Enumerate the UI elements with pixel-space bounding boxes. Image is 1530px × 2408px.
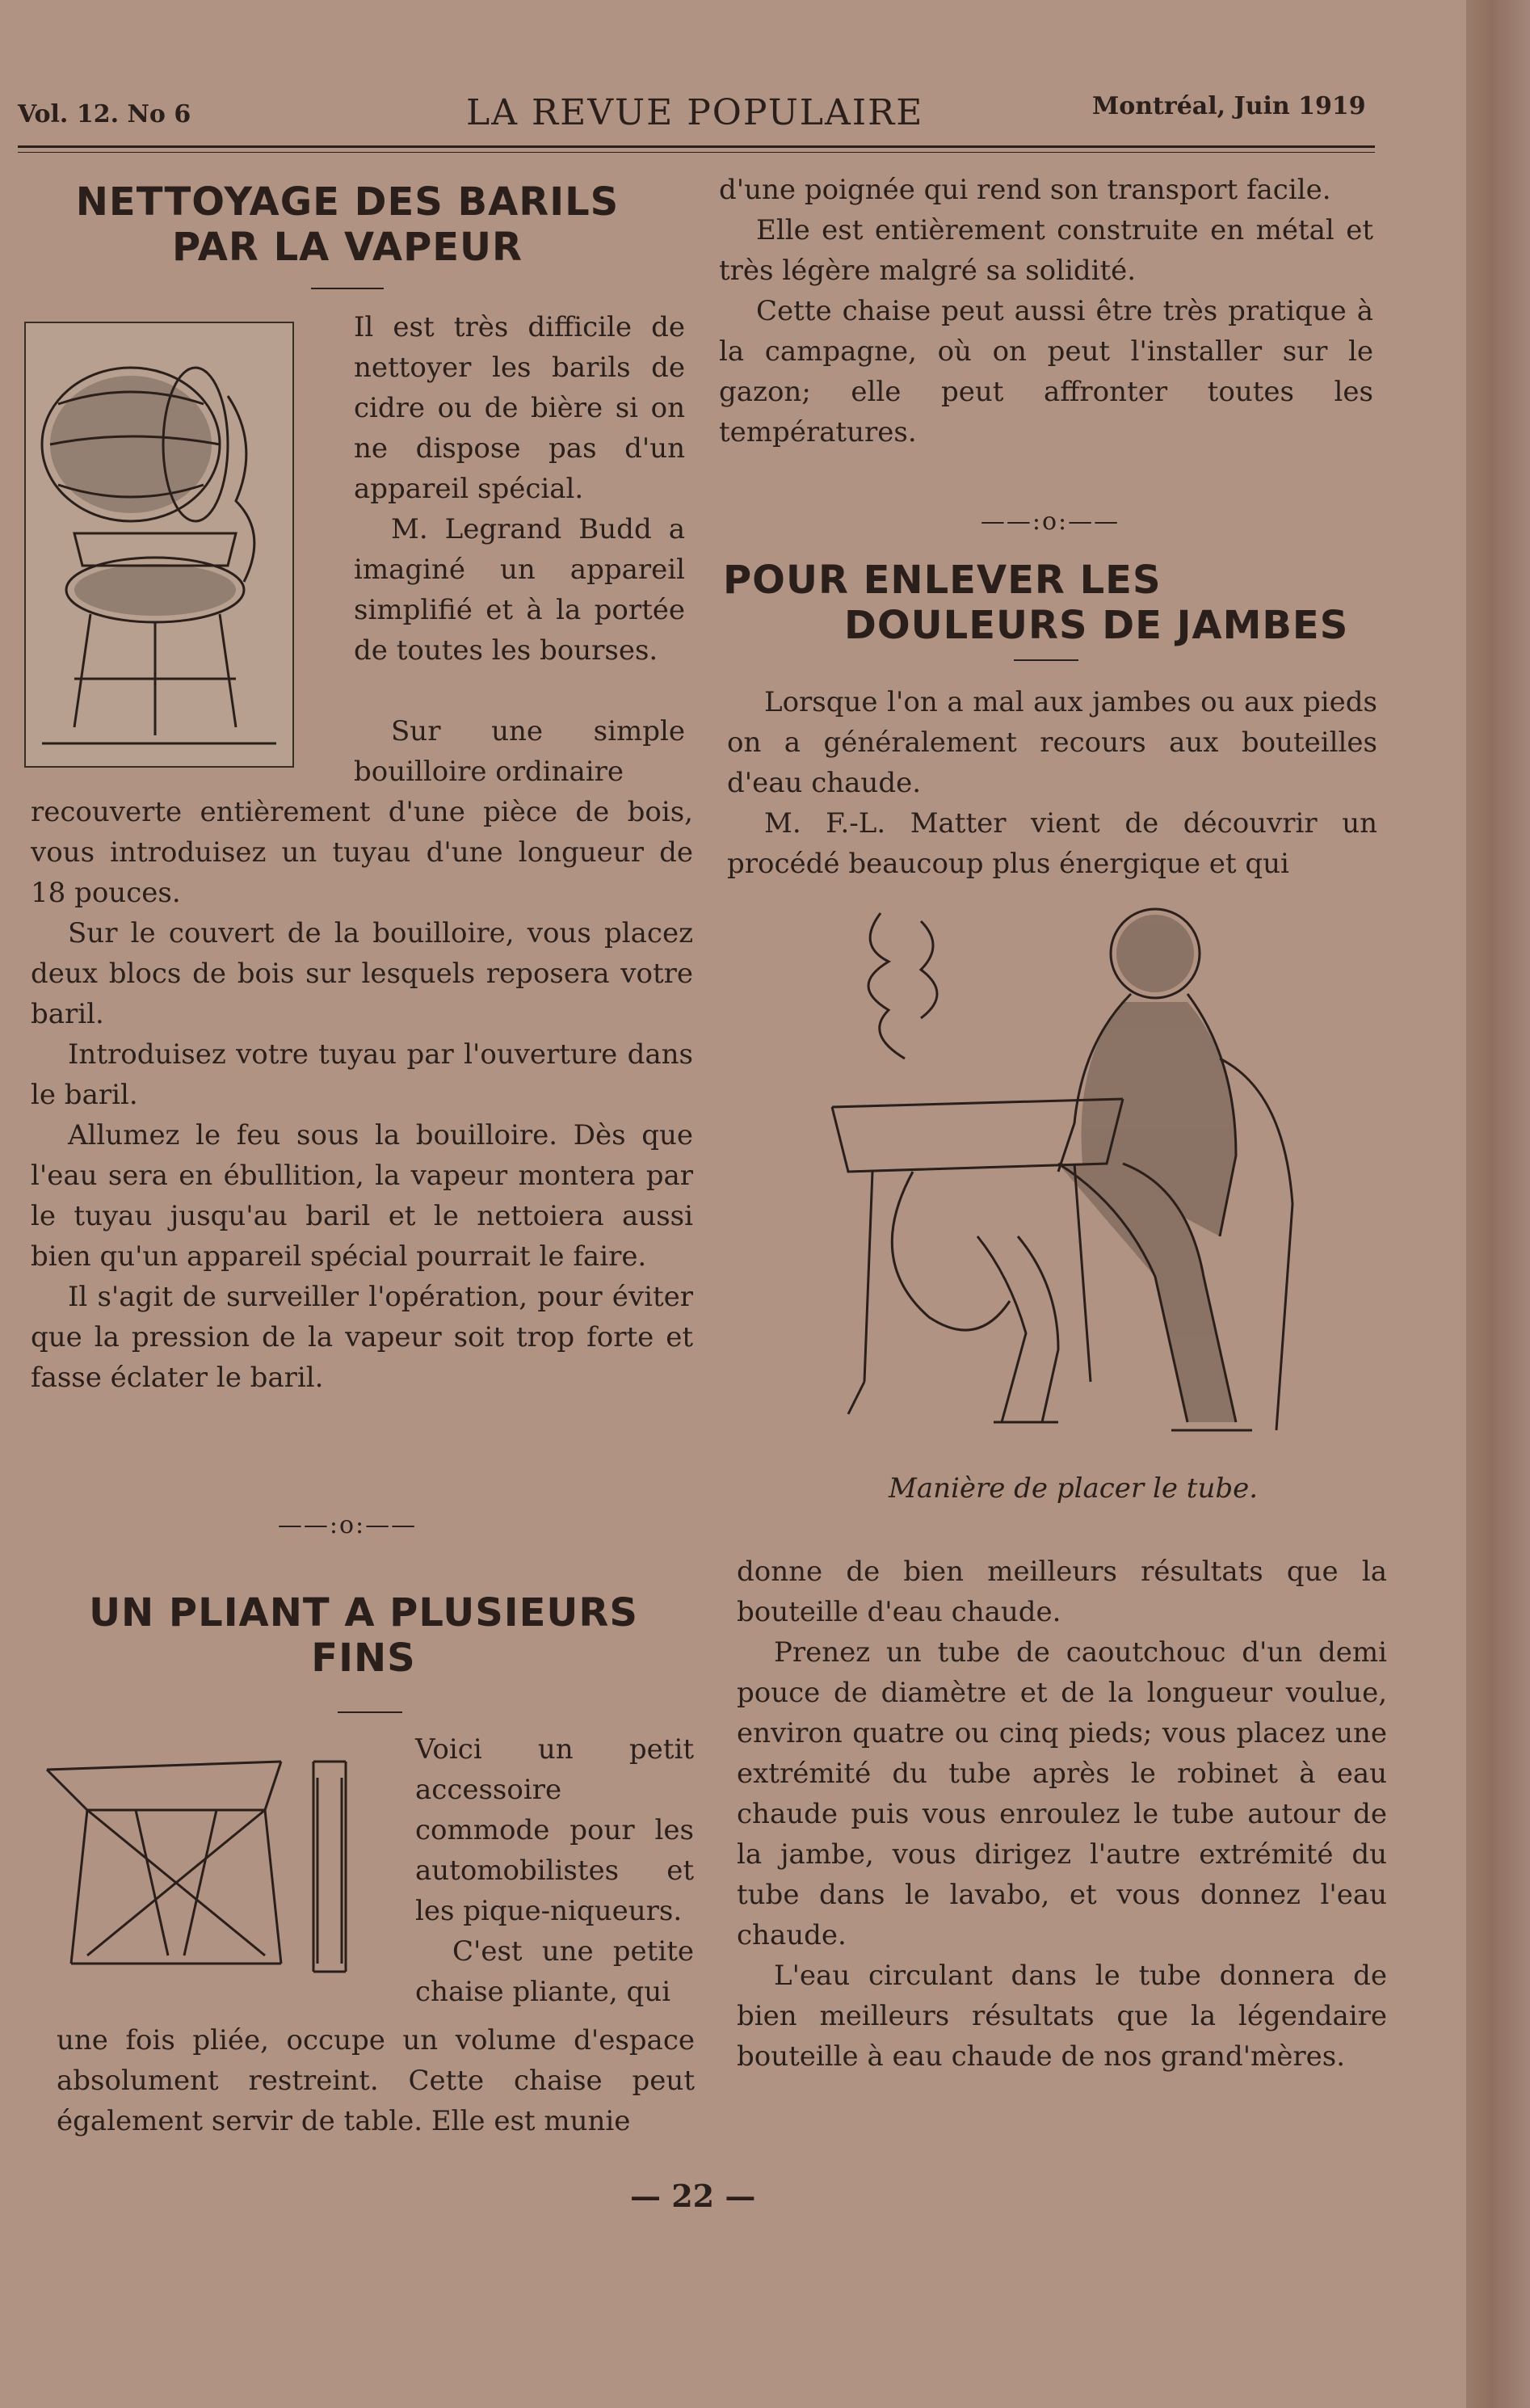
volume-number: Vol. 12. No 6 <box>18 100 191 128</box>
article3-rule <box>1014 659 1078 661</box>
article2-rule <box>338 1711 402 1713</box>
header-rule-thin <box>18 152 1375 153</box>
article2-paragraph-2-lead: C'est une petite chaise pliante, qui <box>415 1935 694 2008</box>
article3-paragraph-1: Lorsque l'on a mal aux jambes ou aux pieds on a généralement recours aux bouteilles d'eau chaude. <box>727 686 1377 799</box>
illustration-caption: Manière de placer le tube. <box>889 1472 1259 1505</box>
article1-headline <box>32 179 662 270</box>
article1-paragraph-2: M. Legrand Budd a imaginé un appareil simplifié et à la portée de toutes les bourses. <box>354 513 685 667</box>
article1-paragraph-7: Il s'agit de surveiller l'opération, pour éviter que la pression de la vapeur soit trop forte et fasse éclater le baril. <box>31 1281 693 1394</box>
article3-body <box>737 1551 1387 2077</box>
article1-paragraph-3-start <box>354 711 685 792</box>
article3-paragraph-4: Prenez un tube de caoutchouc d'un demi pouce de diamètre et de la longueur voulue, environ quatre ou cinq pieds; vous placez une extrémité du tube après le robinet à eau chaude puis vous enroulez le tube autour de la jambe, vous dirigez l'autre extrémité du tube dans le lavabo, et vous donnez l'eau chaude. <box>737 1636 1387 1951</box>
article1-paragraph-5: Introduisez votre tuyau par l'ouverture dans le baril. <box>31 1038 693 1111</box>
article2-paragraph-3: d'une poignée qui rend son transport facile. <box>719 174 1331 206</box>
article2-paragraph-4: Elle est entièrement construite en métal et très légère malgré sa solidité. <box>719 214 1373 287</box>
running-header <box>18 89 1375 137</box>
issue-date: Montréal, Juin 1919 <box>1092 92 1366 120</box>
article2-continued <box>719 170 1373 453</box>
article3-headline <box>723 558 1377 648</box>
article1-paragraph-6: Allumez le feu sous la bouilloire. Dès que l'eau sera en ébullition, la vapeur montera par le tuyau jusqu'au baril et le nettoiera aussi bien qu'un appareil spécial pourrait le faire. <box>31 1119 693 1273</box>
magazine-title: LA REVUE POPULAIRE <box>466 92 924 133</box>
article1-body <box>31 792 693 1398</box>
seated-man-illustration <box>816 897 1317 1463</box>
article1-paragraph-3-rest: recouverte entièrement d'une pièce de bois, vous introduisez un tuyau d'une longueur de 18 pouces. <box>31 796 693 909</box>
header-rule <box>18 145 1375 148</box>
article2-headline <box>48 1590 679 1681</box>
article1-rule <box>311 288 384 289</box>
barrel-steam-illustration <box>24 322 294 768</box>
article2-paragraph-1: Voici un petit accessoire commode pour les automobilistes et les pique-niqueurs. <box>415 1733 694 1927</box>
page-number: — 22 — <box>630 2178 756 2214</box>
article2-headline-line1: UN PLIANT A PLUSIEURS <box>89 1590 638 1636</box>
article2-paragraph-2-rest: une fois pliée, occupe un volume d'espace absolument restreint. Cette chaise peut également servir de table. Elle est munie <box>57 2024 695 2137</box>
article3-headline-line1: POUR ENLEVER LES <box>723 558 1162 603</box>
article3-paragraph-3: donne de bien meilleurs résultats que la bouteille d'eau chaude. <box>737 1556 1387 1628</box>
article1-paragraph-1: Il est très difficile de nettoyer les barils de cidre ou de bière si on ne dispose pas d'un appareil spécial. <box>354 311 685 505</box>
article3-intro <box>727 682 1377 884</box>
article2-headline-line2: FINS <box>311 1636 416 1681</box>
separator-1: ——:o:—— <box>277 1511 418 1539</box>
article1-headline-line1: NETTOYAGE DES BARILS <box>75 179 620 225</box>
article1-wrap-text <box>354 307 685 671</box>
article1-paragraph-4: Sur le couvert de la bouilloire, vous placez deux blocs de bois sur lesquels reposera votre baril. <box>31 917 693 1030</box>
folding-chair-illustration <box>39 1745 354 1980</box>
article3-paragraph-5: L'eau circulant dans le tube donnera de bien meilleurs résultats que la légendaire bouteille à eau chaude de nos grand'mères. <box>737 1960 1387 2073</box>
article2-paragraph-5: Cette chaise peut aussi être très pratique à la campagne, où on peut l'installer sur le gazon; elle peut affronter toutes les températures. <box>719 295 1373 448</box>
article1-headline-line2: PAR LA VAPEUR <box>172 225 523 270</box>
article3-paragraph-2: M. F.-L. Matter vient de découvrir un procédé beaucoup plus énergique et qui <box>727 807 1377 880</box>
article2-wrap-text <box>415 1729 694 2012</box>
separator-2: ——:o:—— <box>980 507 1120 536</box>
article1-paragraph-3-lead: Sur une simple bouilloire ordinaire <box>354 715 685 788</box>
article2-body <box>57 2020 695 2141</box>
article3-headline-line2: DOULEURS DE JAMBES <box>844 603 1349 648</box>
page-edge <box>1466 0 1530 2408</box>
